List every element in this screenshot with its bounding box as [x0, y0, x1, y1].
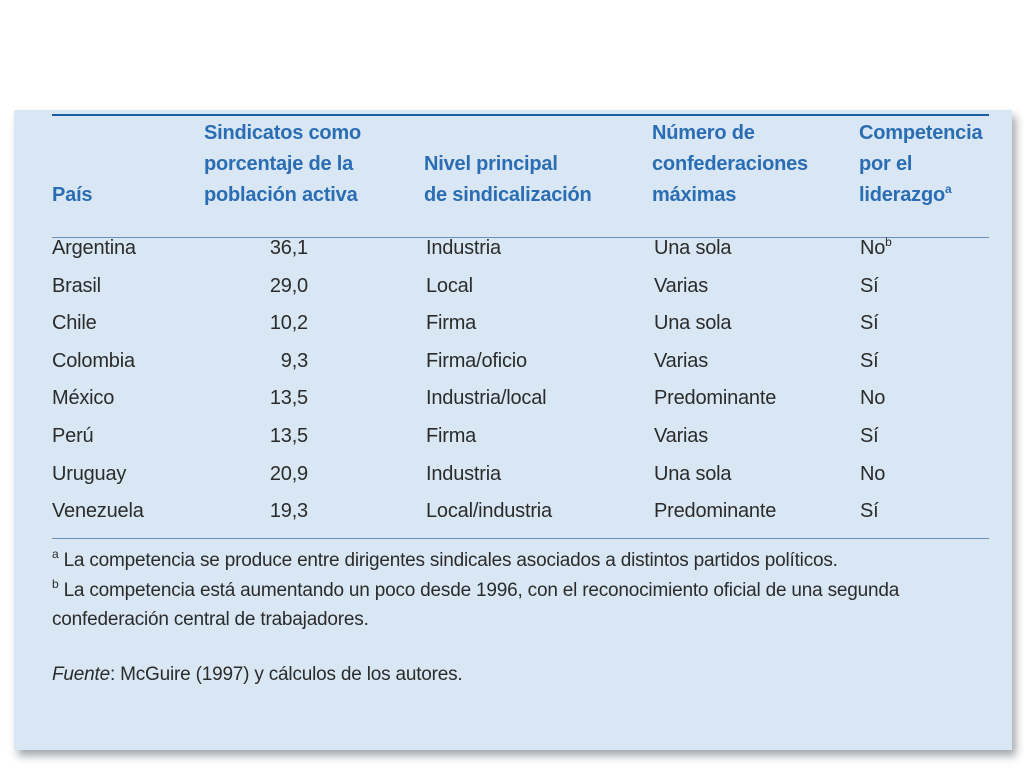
table-row	[14, 456, 1012, 493]
level-cell	[426, 418, 476, 455]
country-cell	[52, 230, 136, 267]
country-cell-text: México	[52, 387, 115, 410]
country-cell-text: Uruguay	[52, 462, 127, 485]
competition-cell	[860, 343, 879, 380]
level-cell-text: Firma	[426, 312, 477, 335]
confederations-cell	[654, 305, 731, 342]
competition-cell	[860, 493, 879, 530]
header-percentage	[204, 118, 361, 211]
level-cell-text: Firma/oficio	[426, 349, 527, 372]
level-cell-text: Firma	[426, 425, 477, 447]
percentage-cell	[204, 493, 308, 530]
table-row	[14, 230, 1012, 267]
percentage-cell-text: 19,3	[269, 500, 308, 523]
header-country-line: País	[52, 184, 93, 206]
header-percentage-line-2: porcentaje de la	[204, 153, 354, 175]
percentage-cell-text: 20,9	[269, 462, 308, 485]
percentage-cell	[204, 343, 308, 380]
percentage-cell-text: 36,1	[269, 237, 308, 259]
competition-cell	[860, 418, 879, 455]
country-cell-text: Brasil	[52, 274, 101, 297]
competition-cell-text: Sí	[860, 312, 879, 335]
percentage-cell-text: 13,5	[269, 387, 308, 410]
percentage-cell	[204, 380, 308, 417]
footnote-b-text: La competencia está aumentando un poco desde 1996, con el reconocimiento oficial de una segunda confederación central de trabajadores.	[52, 580, 900, 630]
confederations-cell-text: Una sola	[654, 312, 732, 335]
level-cell	[426, 268, 473, 305]
header-confederations-line-1: Número de	[652, 122, 755, 144]
table-row	[14, 305, 1012, 342]
country-cell-text: Argentina	[52, 237, 136, 259]
country-cell	[52, 380, 114, 417]
source-label: Fuente	[52, 664, 110, 685]
percentage-cell-text: 10,2	[269, 312, 308, 335]
level-cell	[426, 343, 527, 380]
percentage-cell	[204, 230, 308, 267]
source-note	[52, 660, 992, 689]
percentage-cell-text: 29,0	[269, 274, 308, 297]
confederations-cell	[654, 230, 731, 267]
header-country	[52, 180, 92, 211]
table-row	[14, 343, 1012, 380]
level-cell	[426, 305, 476, 342]
table-row	[14, 493, 1012, 530]
confederations-cell-text: Una sola	[654, 237, 732, 259]
footnote-marker-b: b	[885, 235, 892, 249]
confederations-cell-text: Varias	[654, 274, 709, 297]
header-percentage-line-3: población activa	[204, 184, 358, 206]
country-cell	[52, 268, 101, 305]
level-cell-text: Industria/local	[426, 387, 547, 410]
header-level-line-2: de sindicalización	[424, 184, 592, 206]
competition-cell	[860, 380, 885, 417]
percentage-cell	[204, 456, 308, 493]
header-confederations-line-2: confederaciones	[652, 153, 808, 175]
percentage-cell	[204, 268, 308, 305]
competition-cell-text: Sí	[860, 274, 879, 297]
level-cell	[426, 493, 552, 530]
competition-cell-text: No	[860, 462, 886, 485]
confederations-cell	[654, 456, 731, 493]
footnote-a-mark: a	[52, 547, 59, 561]
header-competition-line-3	[859, 180, 982, 211]
confederations-cell	[654, 343, 708, 380]
confederations-cell	[654, 493, 776, 530]
percentage-cell-text: 13,5	[269, 425, 308, 447]
header-competition-line-1: Competencia	[859, 122, 983, 144]
level-cell	[426, 456, 501, 493]
percentage-cell	[204, 418, 308, 455]
country-cell-text: Perú	[52, 425, 94, 447]
confederations-cell	[654, 268, 708, 305]
level-cell-text: Industria	[426, 462, 501, 485]
country-cell-text: Chile	[52, 312, 97, 335]
footnote-b	[52, 576, 992, 634]
header-percentage-line-1: Sindicatos como	[204, 122, 362, 144]
level-cell	[426, 380, 546, 417]
header-level	[424, 149, 592, 211]
header-competition-line-2: por el	[859, 153, 913, 175]
competition-cell-text: Sí	[860, 349, 879, 372]
footnote-a-text: La competencia se produce entre dirigentes sindicales asociados a distintos partidos políticos.	[58, 550, 838, 571]
footnote-b-mark: b	[52, 577, 59, 591]
confederations-cell-text: Varias	[654, 425, 709, 447]
country-cell	[52, 418, 93, 455]
confederations-cell	[654, 418, 708, 455]
competition-cell-text: Sí	[860, 425, 879, 447]
table-panel	[14, 110, 1012, 750]
header-competition	[859, 118, 982, 211]
country-cell	[52, 305, 97, 342]
header-confederations-line-3: máximas	[652, 184, 737, 206]
country-cell	[52, 493, 144, 530]
header-confederations	[652, 118, 808, 211]
percentage-cell-text: 9,3	[280, 349, 308, 372]
table-row	[14, 418, 1012, 455]
footnote-marker-a: a	[945, 182, 952, 196]
level-cell-text: Local/industria	[426, 500, 552, 523]
percentage-cell	[204, 305, 308, 342]
bottom-rule	[52, 538, 989, 539]
level-cell-text: Local	[426, 274, 473, 297]
level-cell	[426, 230, 501, 267]
confederations-cell-text: Predominante	[654, 387, 777, 410]
competition-cell	[860, 456, 885, 493]
header-level-line-1: Nivel principal	[424, 153, 558, 175]
confederations-cell-text: Una sola	[654, 462, 732, 485]
header-competition-word: liderazgo	[859, 184, 945, 206]
competition-cell-text: No	[860, 387, 886, 410]
confederations-cell-text: Varias	[654, 349, 709, 372]
table-row	[14, 380, 1012, 417]
competition-cell-text: Sí	[860, 500, 879, 523]
competition-cell	[860, 305, 879, 342]
country-cell-text: Venezuela	[52, 500, 144, 523]
competition-cell	[860, 230, 892, 267]
confederations-cell	[654, 380, 776, 417]
table-row	[14, 268, 1012, 305]
source-text: : McGuire (1997) y cálculos de los autores.	[109, 664, 463, 685]
footnote-a	[52, 546, 992, 575]
country-cell	[52, 456, 126, 493]
competition-cell	[860, 268, 879, 305]
country-cell-text: Colombia	[52, 349, 135, 372]
top-rule	[52, 114, 989, 116]
country-cell	[52, 343, 135, 380]
confederations-cell-text: Predominante	[654, 500, 777, 523]
competition-cell-text: No	[860, 237, 886, 259]
level-cell-text: Industria	[426, 237, 501, 259]
